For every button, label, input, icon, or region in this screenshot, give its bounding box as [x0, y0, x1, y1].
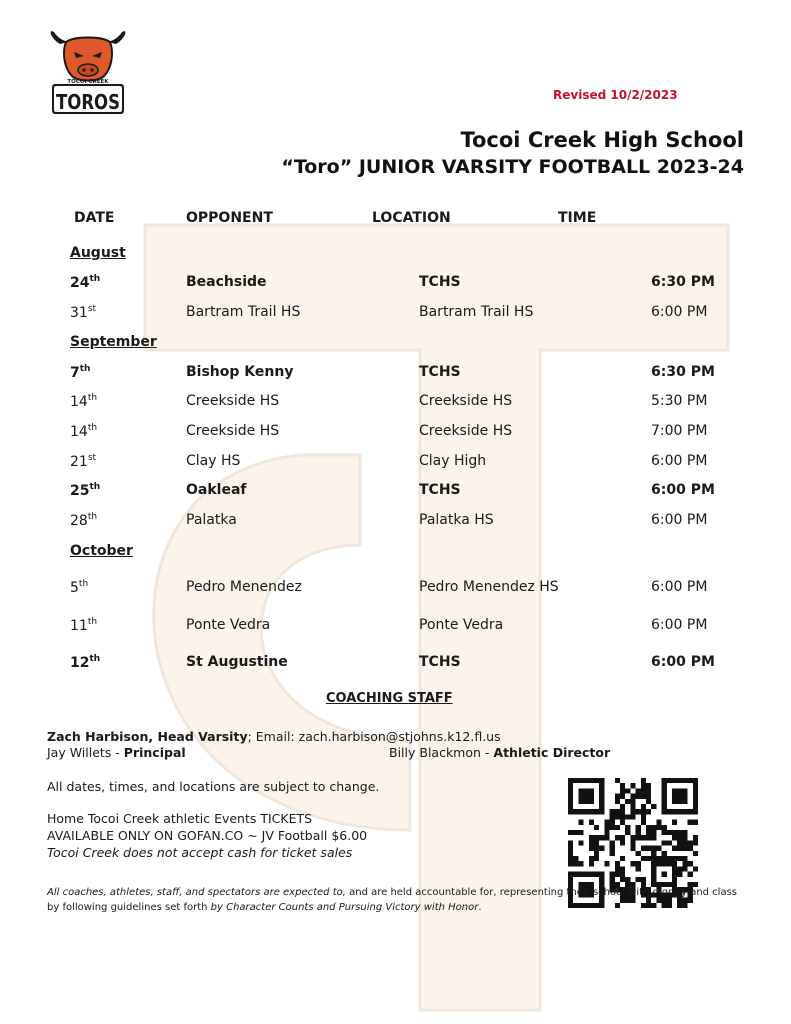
header-location: LOCATION [372, 210, 451, 226]
head-coach-line [47, 729, 501, 744]
game-date: 24th [70, 274, 101, 291]
game-row [0, 393, 791, 413]
game-opponent: Bishop Kenny [186, 364, 294, 380]
game-date: 14th [70, 423, 98, 440]
game-location: TCHS [419, 654, 461, 670]
game-row [0, 364, 791, 384]
game-date: 5th [70, 579, 89, 596]
game-location: TCHS [419, 274, 461, 290]
principal-title: Principal [123, 745, 186, 760]
game-location: TCHS [419, 482, 461, 498]
game-location: Creekside HS [419, 393, 513, 409]
head-coach-email: ; Email: zach.harbison@stjohns.k12.fl.us [247, 729, 501, 744]
game-row [0, 304, 791, 324]
game-date: 31st [70, 304, 97, 321]
principal-name: Jay Willets - [47, 745, 124, 760]
game-date: 28th [70, 512, 98, 529]
tickets-cash-notice: Tocoi Creek does not accept cash for ticket sales [47, 845, 353, 860]
month-august: August [70, 245, 126, 261]
game-location: Clay High [419, 453, 487, 469]
game-time: 6:30 PM [651, 364, 715, 380]
game-opponent: Beachside [186, 274, 267, 290]
coaching-staff-heading: COACHING STAFF [326, 691, 453, 706]
game-time: 6:30 PM [651, 274, 715, 290]
program-title: “Toro” JUNIOR VARSITY FOOTBALL 2023-24 [281, 156, 744, 178]
game-date: 12th [70, 654, 101, 671]
header-time: TIME [558, 210, 597, 226]
logo-arc-text: TOCOI CREEK [67, 79, 109, 85]
game-location: TCHS [419, 364, 461, 380]
game-time: 6:00 PM [651, 512, 708, 528]
game-opponent: Clay HS [186, 453, 241, 469]
logo-wordmark: TOROS [56, 90, 120, 114]
game-time: 6:00 PM [651, 654, 715, 670]
game-row [0, 482, 791, 502]
principal-line [47, 745, 186, 760]
tickets-line-1: Home Tocoi Creek athletic Events TICKETS [47, 811, 313, 826]
game-opponent: Pedro Menendez [186, 579, 302, 595]
head-coach-name: Zach Harbison, Head Varsity [47, 729, 248, 744]
game-date: 21st [70, 453, 97, 470]
game-opponent: Ponte Vedra [186, 617, 271, 633]
game-row [0, 654, 791, 674]
athletic-director-title: Athletic Director [493, 745, 611, 760]
game-opponent: Creekside HS [186, 393, 280, 409]
game-row [0, 423, 791, 443]
month-october: October [70, 543, 133, 559]
game-row [0, 579, 791, 599]
conduct-statement: All coaches, athletes, staff, and spectators are expected to, and are held accountable for, representing their school with dignity and class by following guidelines set forth by Character Counts and Pursuing Victory with Honor. [47, 887, 738, 913]
month-september: September [70, 334, 157, 350]
game-time: 6:00 PM [651, 482, 715, 498]
game-date: 25th [70, 482, 101, 499]
tickets-line-2: AVAILABLE ONLY ON GOFAN.CO ~ JV Football $6.00 [47, 828, 368, 843]
game-opponent: Oakleaf [186, 482, 247, 498]
game-opponent: Creekside HS [186, 423, 280, 439]
header-date: DATE [74, 210, 115, 226]
game-time: 6:00 PM [651, 304, 708, 320]
game-opponent: Bartram Trail HS [186, 304, 301, 320]
game-date: 7th [70, 364, 91, 381]
game-location: Palatka HS [419, 512, 494, 528]
athletic-director-name: Billy Blackmon - [389, 745, 494, 760]
game-location: Bartram Trail HS [419, 304, 534, 320]
school-title: Tocoi Creek High School [460, 128, 744, 152]
revised-date: Revised 10/2/2023 [553, 88, 678, 102]
game-date: 14th [70, 393, 98, 410]
game-time: 6:00 PM [651, 579, 708, 595]
game-time: 5:30 PM [651, 393, 708, 409]
game-time: 6:00 PM [651, 617, 708, 633]
athletic-director-line [389, 745, 610, 760]
header-opponent: OPPONENT [186, 210, 273, 226]
game-row [0, 617, 791, 637]
game-row [0, 274, 791, 294]
game-opponent: St Augustine [186, 654, 288, 670]
game-time: 7:00 PM [651, 423, 708, 439]
game-location: Creekside HS [419, 423, 513, 439]
change-notice: All dates, times, and locations are subject to change. [47, 779, 380, 794]
game-row [0, 512, 791, 532]
game-time: 6:00 PM [651, 453, 708, 469]
game-row [0, 453, 791, 473]
game-date: 11th [70, 617, 98, 634]
toros-logo [46, 30, 130, 122]
game-location: Ponte Vedra [419, 617, 504, 633]
game-location: Pedro Menendez HS [419, 579, 559, 595]
game-opponent: Palatka [186, 512, 237, 528]
